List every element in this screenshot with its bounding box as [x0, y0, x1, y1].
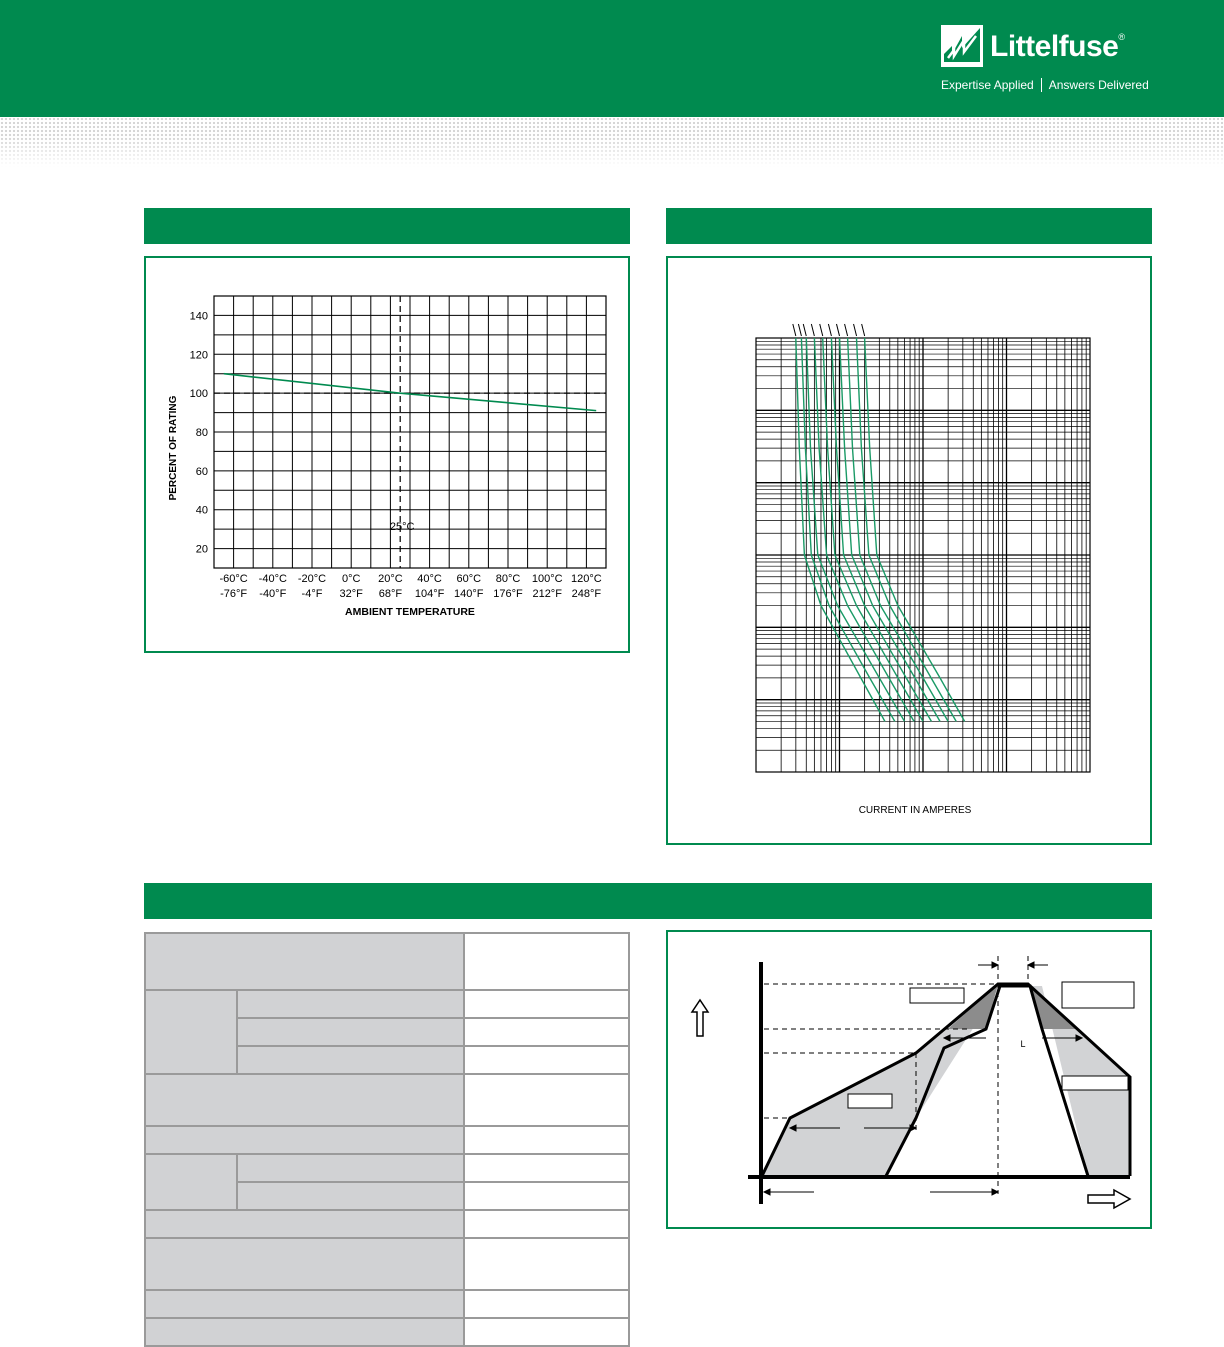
table-cell	[464, 1018, 629, 1046]
y-tick-label: 80	[195, 427, 208, 439]
x-tick-label-f: 212°F	[532, 588, 562, 600]
table-cell	[464, 933, 629, 990]
x-tick-label-c: 60°C	[456, 573, 482, 585]
y-axis-label: PERCENT OF RATING	[168, 395, 179, 501]
table-cell	[464, 1290, 629, 1318]
curve-leader-line	[803, 324, 806, 336]
derating-chart-panel	[144, 256, 630, 653]
x-tick-label-f: -40°F	[259, 588, 287, 600]
table-cell	[464, 1238, 629, 1290]
brand-logo	[940, 24, 1190, 94]
x-axis-label: CURRENT IN AMPERES	[858, 805, 972, 816]
tc-section-bar	[666, 208, 1152, 244]
table-cell	[145, 1126, 464, 1154]
table-cell	[464, 1182, 629, 1210]
label-box	[910, 988, 964, 1003]
table-cell	[464, 1126, 629, 1154]
x-tick-label-f: -76°F	[220, 588, 248, 600]
y-tick-label: 120	[189, 349, 208, 362]
soldering-parameters-table	[144, 932, 630, 1347]
soldering-profile-panel	[666, 930, 1152, 1229]
table-cell	[145, 1074, 464, 1126]
x-tick-label-f: 248°F	[571, 588, 602, 600]
x-tick-label-f: 32°F	[339, 588, 363, 600]
littelfuse-logo-icon	[940, 24, 984, 68]
table-cell	[464, 1154, 629, 1182]
x-axis-label: AMBIENT TEMPERATURE	[345, 606, 475, 618]
temperature-up-arrow-icon	[692, 1000, 708, 1036]
label-box	[848, 1094, 892, 1108]
y-tick-label: 60	[195, 465, 208, 478]
table-cell	[464, 990, 629, 1018]
x-tick-label-f: 140°F	[454, 588, 484, 600]
x-tick-label-c: -60°C	[219, 573, 248, 585]
table-cell	[464, 1046, 629, 1074]
x-tick-label-c: 80°C	[495, 573, 521, 585]
y-tick-label: 40	[195, 504, 208, 517]
curve-leader-line	[820, 324, 823, 336]
time-to-peak-arrows	[764, 1189, 998, 1195]
derating-section-bar	[144, 208, 630, 244]
x-tick-label-c: -40°C	[258, 573, 287, 585]
label-box	[1062, 1076, 1128, 1090]
soldering-section-bar	[144, 883, 1152, 919]
curve-leader-line	[837, 324, 840, 336]
time-right-arrow-icon	[1088, 1190, 1130, 1208]
curve-leader-line	[828, 324, 831, 336]
table-cell	[464, 1210, 629, 1238]
table-cell	[464, 1074, 629, 1126]
y-tick-label: 20	[195, 543, 208, 556]
table-cell	[145, 933, 464, 990]
x-tick-label-c: 20°C	[378, 573, 403, 585]
x-tick-label-f: 68°F	[378, 588, 403, 600]
label-box	[1062, 982, 1134, 1008]
soldering-profile-diagram	[668, 932, 1150, 1227]
table-cell	[145, 1318, 464, 1346]
curve-leader-line	[811, 324, 814, 336]
x-tick-label-c: 100°C	[531, 573, 563, 585]
curve-leader-line	[845, 324, 848, 336]
x-tick-label-f: 176°F	[493, 588, 523, 600]
table-cell	[237, 1018, 464, 1046]
x-tick-label-c: 40°C	[417, 573, 442, 585]
derating-chart	[146, 258, 628, 651]
peak-duration-arrows	[978, 962, 1048, 968]
curve-leader-line	[862, 324, 865, 336]
table-cell	[145, 1238, 464, 1290]
brand-tagline: Expertise Applied Answers Delivered	[941, 78, 1149, 92]
table-cell	[145, 1290, 464, 1318]
table-cell	[237, 1154, 464, 1182]
x-tick-label-c: 0°C	[341, 573, 361, 585]
x-tick-label-f: 104°F	[414, 588, 445, 600]
x-tick-label-f: -4°F	[301, 588, 323, 600]
table-cell	[145, 990, 237, 1074]
table-cell	[145, 1210, 464, 1238]
liquidus-duration-label: L	[1020, 1039, 1026, 1049]
reference-annotation: 25°C	[389, 521, 415, 534]
table-cell	[145, 1154, 237, 1210]
tc-chart-panel	[666, 256, 1152, 845]
table-cell	[237, 990, 464, 1018]
y-tick-label: 100	[189, 388, 208, 401]
y-tick-label: 140	[189, 310, 208, 323]
time-current-chart	[668, 258, 1150, 843]
x-tick-label-c: -20°C	[297, 573, 327, 585]
x-tick-label-c: 120°C	[571, 573, 602, 585]
table-cell	[237, 1046, 464, 1074]
curve-leader-line	[854, 324, 857, 336]
table-cell	[237, 1182, 464, 1210]
curve-leader-line	[798, 324, 801, 336]
brand-name: Littelfuse®	[990, 30, 1125, 63]
curve-leader-line	[793, 324, 796, 336]
table-cell	[464, 1318, 629, 1346]
